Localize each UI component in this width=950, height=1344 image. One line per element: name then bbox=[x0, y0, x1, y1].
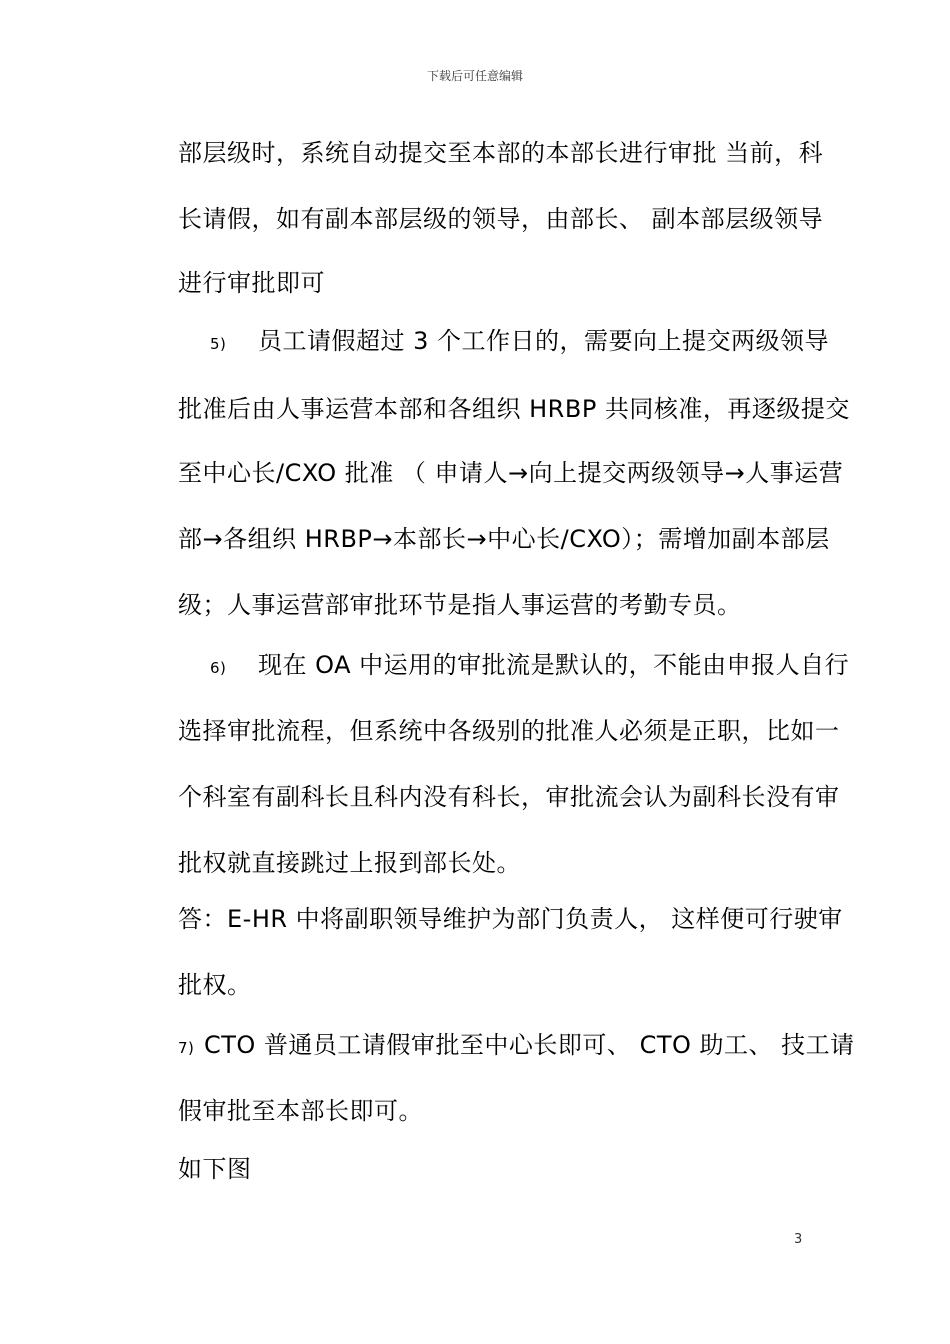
page-header: 下载后可任意编辑 bbox=[426, 69, 523, 83]
answer-line-1 bbox=[178, 904, 843, 934]
body-line-1 bbox=[178, 138, 824, 168]
line-text: 批权就直接跳过上报到部长处。 bbox=[178, 849, 521, 877]
line-text: CTO 普通员工请假审批至中心长即可、 CTO 助工、 技工请 bbox=[204, 1031, 855, 1059]
list-number: 7) bbox=[178, 1039, 195, 1057]
body-line-2 bbox=[178, 204, 824, 234]
list-item-7 bbox=[178, 1030, 855, 1063]
body-line-12 bbox=[178, 848, 808, 878]
body-line-3 bbox=[178, 268, 808, 298]
line-text: 现在 OA 中运用的审批流是默认的，不能由申报人自行 bbox=[258, 651, 850, 679]
line-text: 答：E-HR 中将副职领导维护为部门负责人， 这样便可行驶审 bbox=[178, 905, 843, 933]
line-text: 假审批至本部长即可。 bbox=[178, 1097, 423, 1125]
line-text: 批权。 bbox=[178, 971, 252, 999]
line-text: 至中心长/CXO 批准 （ 申请人→向上提交两级领导→人事运营 bbox=[178, 459, 844, 487]
body-line-5 bbox=[178, 394, 850, 424]
body-line-11 bbox=[178, 782, 840, 812]
body-line-10 bbox=[178, 716, 840, 746]
line-text: 如下图 bbox=[178, 1155, 252, 1183]
list-item-5 bbox=[210, 326, 840, 359]
line-text: 进行审批即可 bbox=[178, 269, 325, 297]
line-text: 个科室有副科长且科内没有科长，审批流会认为副科长没有审 bbox=[178, 783, 840, 811]
body-line-8 bbox=[178, 590, 808, 620]
page-number: 3 bbox=[794, 1232, 803, 1247]
answer-line-2 bbox=[178, 970, 808, 1000]
line-text: 部→各组织 HRBP→本部长→中心长/CXO）；需增加副本部层 bbox=[178, 525, 830, 553]
list-number: 5) bbox=[210, 335, 227, 353]
body-line-6 bbox=[178, 458, 844, 488]
list-number: 6) bbox=[210, 659, 227, 677]
line-text: 批准后由人事运营本部和各组织 HRBP 共同核准，再逐级提交 bbox=[178, 395, 850, 423]
body-line-7 bbox=[178, 524, 830, 554]
body-line-16 bbox=[178, 1096, 808, 1126]
line-text: 部层级时，系统自动提交至本部的本部长进行审批 当前，科 bbox=[178, 139, 824, 167]
body-line-17 bbox=[178, 1154, 808, 1184]
line-text: 级；人事运营部审批环节是指人事运营的考勤专员。 bbox=[178, 591, 742, 619]
line-text: 员工请假超过 3 个工作日的，需要向上提交两级领导 bbox=[258, 327, 830, 355]
line-text: 选择审批流程，但系统中各级别的批准人必须是正职，比如一 bbox=[178, 717, 840, 745]
list-item-6 bbox=[210, 650, 850, 683]
line-text: 长请假，如有副本部层级的领导，由部长、 副本部层级领导 bbox=[178, 205, 824, 233]
